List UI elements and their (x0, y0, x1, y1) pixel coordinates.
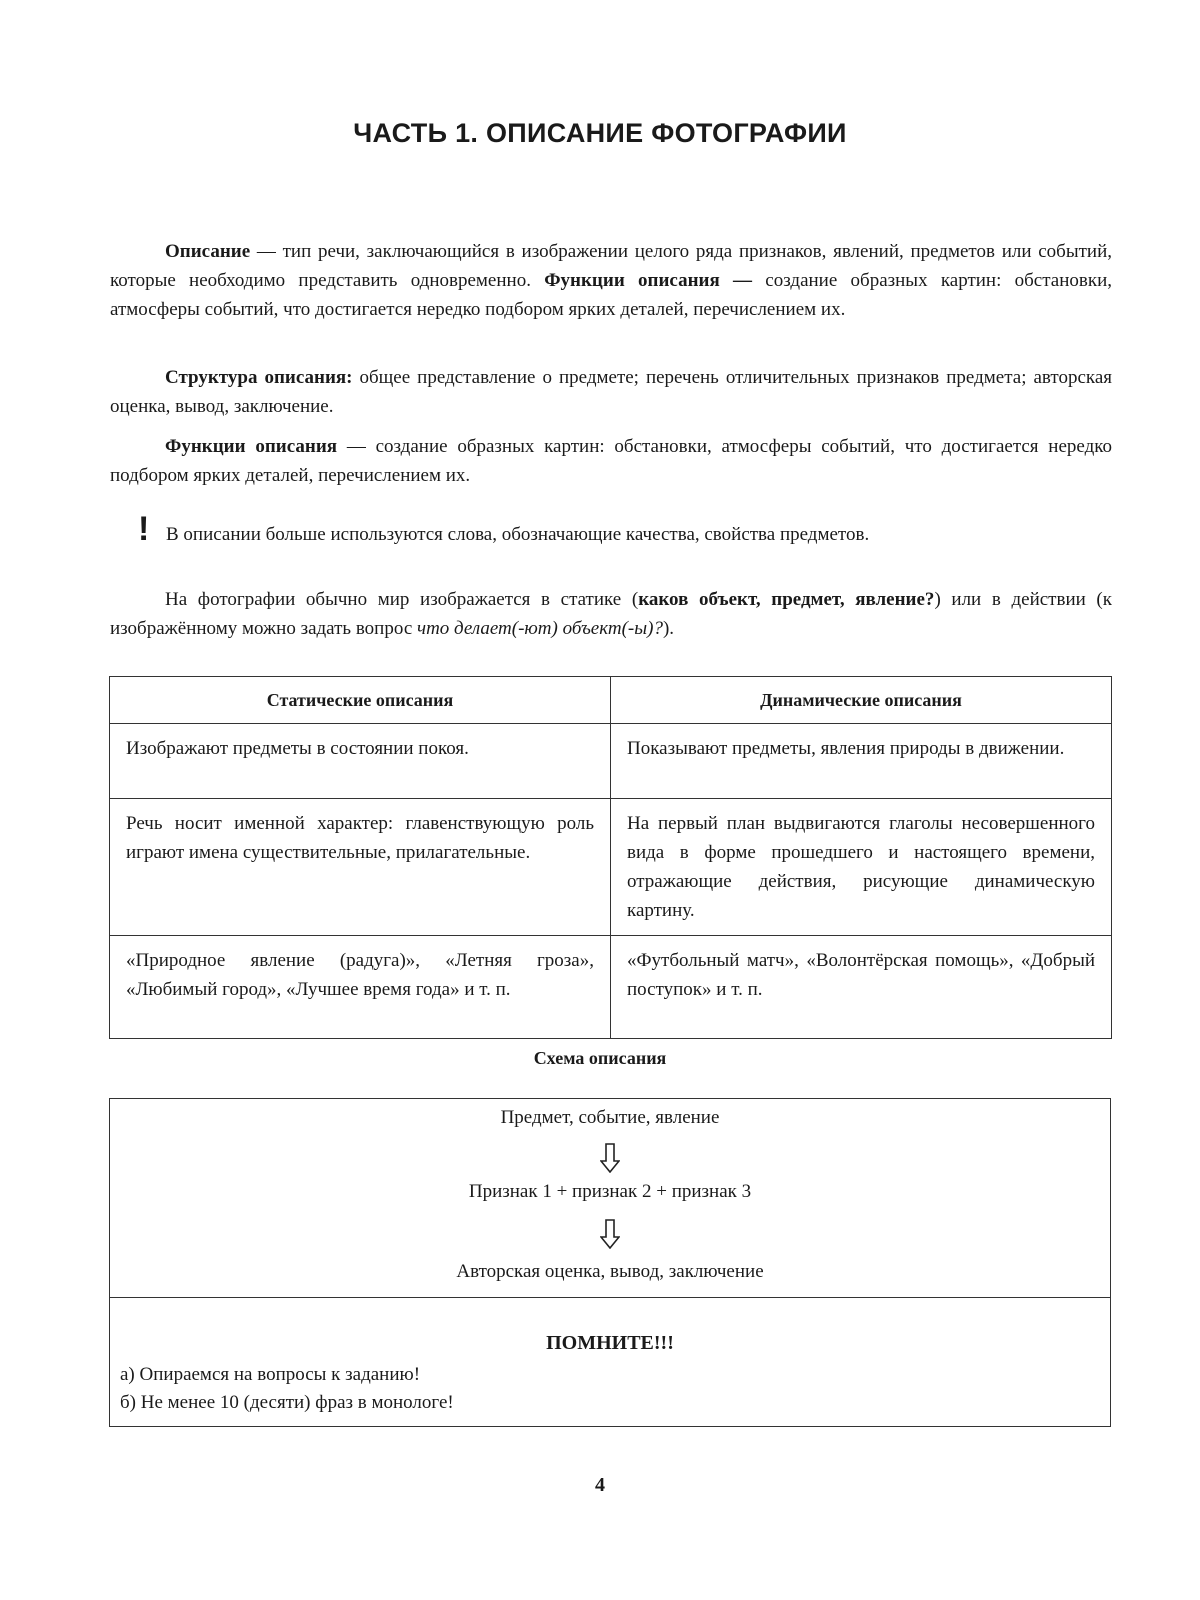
p4-text-1: На фотографии обычно мир изображается в статике ( (165, 589, 639, 610)
table-cell: Показывают предметы, явления природы в движении. (611, 724, 1112, 799)
table-cell: На первый план выдвигаются глаголы несовершенного вида в форме прошедшего и настоящего времени, отражающие действия, рисующие динамическую картину. (611, 799, 1112, 936)
table-row (110, 724, 1112, 799)
page-number: 4 (595, 1474, 605, 1496)
remember-item: а) Опираемся на вопросы к заданию! (120, 1364, 421, 1385)
table-cell: Речь носит именной характер: главенствующую роль играют имена существительные, прилагательные. (110, 799, 611, 936)
paragraph-description-definition (110, 237, 1112, 324)
p4-text-3: ). (662, 618, 675, 639)
table-cell: «Футбольный матч», «Волонтёрская помощь», «Добрый поступок» и т. п. (611, 936, 1112, 1039)
p4-bold: каков объект, предмет, явление? (638, 589, 935, 610)
header-dynamic: Динамические описания (611, 677, 1112, 724)
paragraph-structure (110, 363, 1112, 421)
paragraph-functions (110, 432, 1112, 490)
remember-title: ПОМНИТЕ!!! (546, 1332, 674, 1354)
term-functions-2: Функции описания (165, 436, 338, 457)
schema-title: Схема описания (533, 1048, 667, 1068)
table-cell: Изображают предметы в состоянии покоя. (110, 724, 611, 799)
down-arrow-icon (600, 1219, 620, 1249)
term-structure: Структура описания: (165, 367, 353, 388)
paragraph-static-dynamic (110, 585, 1112, 643)
functions-text: создание образных картин: обстановки, атмосферы событий, что достигается нередко подбором ярких деталей, перечислением их. (110, 270, 1113, 320)
remember-box (109, 1298, 1111, 1427)
table-cell: «Природное явление (радуга)», «Летняя гроза», «Любимый город», «Лучшее время года» и т. п. (110, 936, 611, 1039)
header-static: Статические описания (110, 677, 611, 724)
p4-text-2: ) или в действии (к изображённому можно задать вопрос (110, 589, 1112, 639)
definition-text: — тип речи, заключающийся в изображении целого ряда признаков, явлений, предметов или событий, которые необходимо представить одновременно. (110, 241, 1112, 291)
note-text: В описании больше используются слова, обозначающие качества, свойства предметов. (166, 524, 870, 545)
table-header-row (110, 677, 1112, 724)
table-row (110, 799, 1112, 936)
structure-text: общее представление о предмете; перечень отличительных признаков предмета; авторская оценка, вывод, заключение. (110, 367, 1113, 417)
schema-step-3: Авторская оценка, вывод, заключение (456, 1261, 764, 1282)
term-functions: Функции описания — (544, 270, 753, 291)
schema-step-2: Признак 1 + признак 2 + признак 3 (468, 1181, 752, 1202)
down-arrow-icon (600, 1143, 620, 1173)
schema-step-1: Предмет, событие, явление (500, 1107, 720, 1128)
term-description: Описание (165, 241, 251, 262)
remember-item: б) Не менее 10 (десяти) фраз в монологе! (120, 1392, 454, 1413)
comparison-table (109, 676, 1112, 1039)
page-title: ЧАСТЬ 1. ОПИСАНИЕ ФОТОГРАФИИ (353, 118, 847, 148)
functions-text-2: — создание образных картин: обстановки, атмосферы событий, что достигается нередко подбором ярких деталей, перечислением их. (110, 436, 1113, 486)
exclamation-icon: ! (138, 510, 150, 548)
table-row (110, 936, 1112, 1039)
p4-italic: что делает(-ют) объект(-ы)? (417, 618, 663, 639)
schema-box (109, 1098, 1111, 1298)
